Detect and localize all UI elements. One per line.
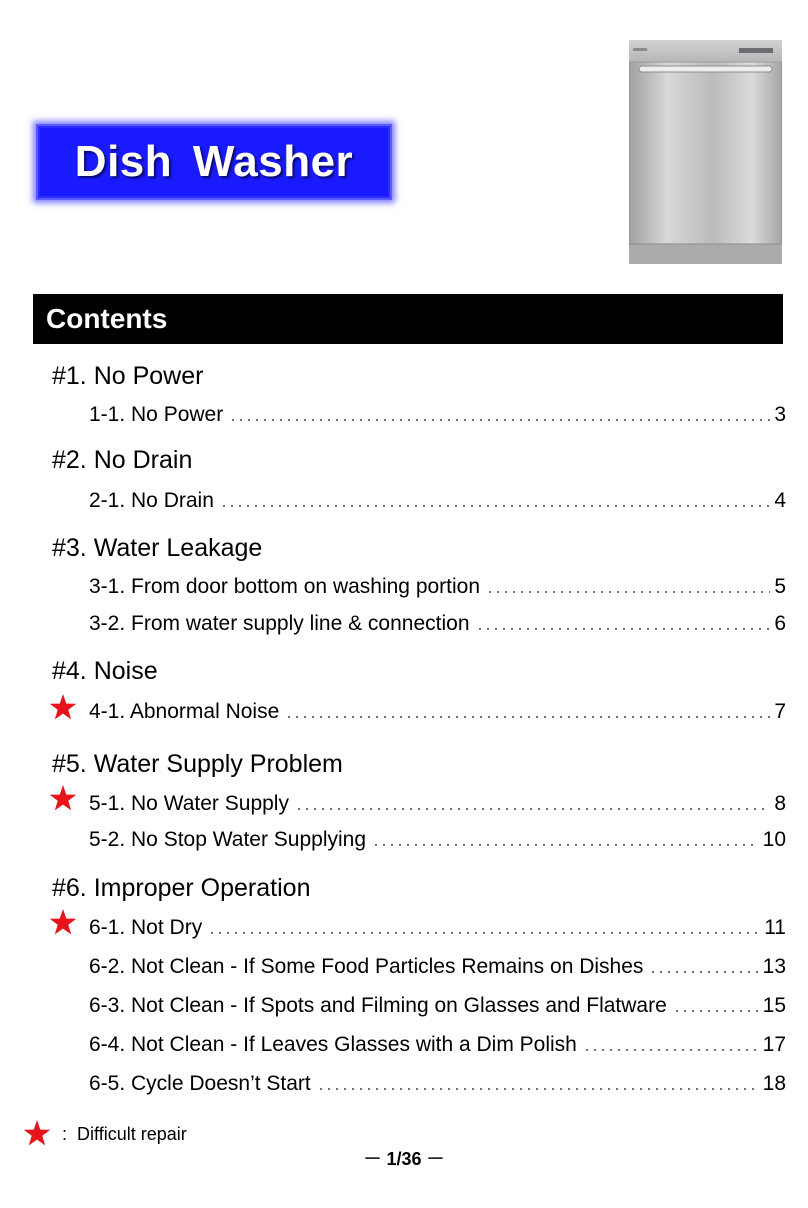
section-heading-1: #1. No Power (52, 362, 204, 390)
dot-leader (317, 1088, 759, 1090)
section-heading-6: #6. Improper Operation (52, 874, 311, 902)
dot-leader (372, 844, 759, 846)
toc-entry-label: 5-1. No Water Supply (89, 792, 289, 815)
toc-entry-label: 5-2. No Stop Water Supplying (89, 828, 367, 851)
toc-entry-5-2[interactable] (89, 824, 786, 852)
toc-entry-page: 17 (762, 1033, 786, 1056)
toc-entry-page: 13 (762, 955, 786, 978)
star-icon (48, 693, 78, 723)
section-heading-5: #5. Water Supply Problem (52, 750, 343, 778)
contents-heading-bar (33, 294, 783, 344)
dot-leader (476, 628, 771, 630)
toc-entry-3-2[interactable] (89, 608, 786, 636)
toc-entry-6-2[interactable] (89, 951, 786, 979)
toc-entry-page: 15 (762, 994, 786, 1017)
toc-entry-page: 4 (774, 489, 786, 512)
toc-entry-page: 6 (774, 612, 786, 635)
toc-entry-label: 3-2. From water supply line & connection (89, 612, 470, 635)
toc-entry-1-1[interactable] (89, 399, 786, 427)
legend-text: Difficult repair (77, 1123, 187, 1144)
toc-entry-label: 6-2. Not Clean - If Some Food Particles Remains on Dishes (89, 955, 644, 978)
toc-entry-page: 8 (774, 792, 786, 815)
toc-entry-label: 6-3. Not Clean - If Spots and Filming on Glasses and Flatware (89, 994, 667, 1017)
dot-leader (208, 932, 760, 934)
star-icon (48, 908, 78, 938)
toc-entry-label: 3-1. From door bottom on washing portion (89, 575, 481, 598)
toc-entry-page: 11 (764, 916, 786, 939)
toc-entry-6-4[interactable] (89, 1029, 786, 1057)
toc-entry-label: 6-5. Cycle Doesn’t Start (89, 1072, 311, 1095)
dot-leader (649, 971, 758, 973)
toc-entry-label: 6-4. Not Clean - If Leaves Glasses with a Dim Polish (89, 1033, 577, 1056)
document-title (36, 124, 392, 200)
toc-entry-6-3[interactable] (89, 990, 786, 1018)
toc-entry-page: 5 (774, 575, 786, 598)
dot-leader (486, 591, 770, 593)
toc-entry-page: 7 (774, 700, 786, 723)
dot-leader (220, 505, 770, 507)
page-number: － 1/36 － (363, 1149, 445, 1169)
document-title-text: Dish Washer (74, 137, 354, 186)
star-icon (48, 784, 78, 814)
dot-leader (673, 1010, 759, 1012)
toc-entry-page: 3 (774, 403, 786, 426)
section-heading-4: #4. Noise (52, 657, 158, 685)
toc-entry-2-1[interactable] (89, 485, 786, 513)
legend-separator: : (62, 1123, 68, 1144)
dot-leader (295, 808, 770, 810)
dot-leader (285, 716, 770, 718)
toc-entry-label: 2-1. No Drain (89, 489, 214, 512)
toc-entry-6-5[interactable] (89, 1068, 786, 1096)
toc-entry-page: 10 (762, 828, 786, 851)
section-heading-3: #3. Water Leakage (52, 534, 263, 562)
toc-entry-5-1[interactable] (89, 788, 786, 816)
toc-entry-4-1[interactable] (89, 696, 786, 724)
dot-leader (229, 419, 770, 421)
toc-entry-label: 1-1. No Power (89, 403, 224, 426)
contents-heading: Contents (46, 303, 168, 334)
toc-entry-label: 6-1. Not Dry (89, 916, 203, 939)
dot-leader (583, 1049, 759, 1051)
toc-entry-page: 18 (762, 1072, 786, 1095)
toc-entry-label: 4-1. Abnormal Noise (89, 700, 280, 723)
dishwasher-image (629, 40, 782, 264)
section-heading-2: #2. No Drain (52, 446, 193, 474)
toc-entry-6-1[interactable] (89, 912, 786, 940)
toc-entry-3-1[interactable] (89, 571, 786, 599)
